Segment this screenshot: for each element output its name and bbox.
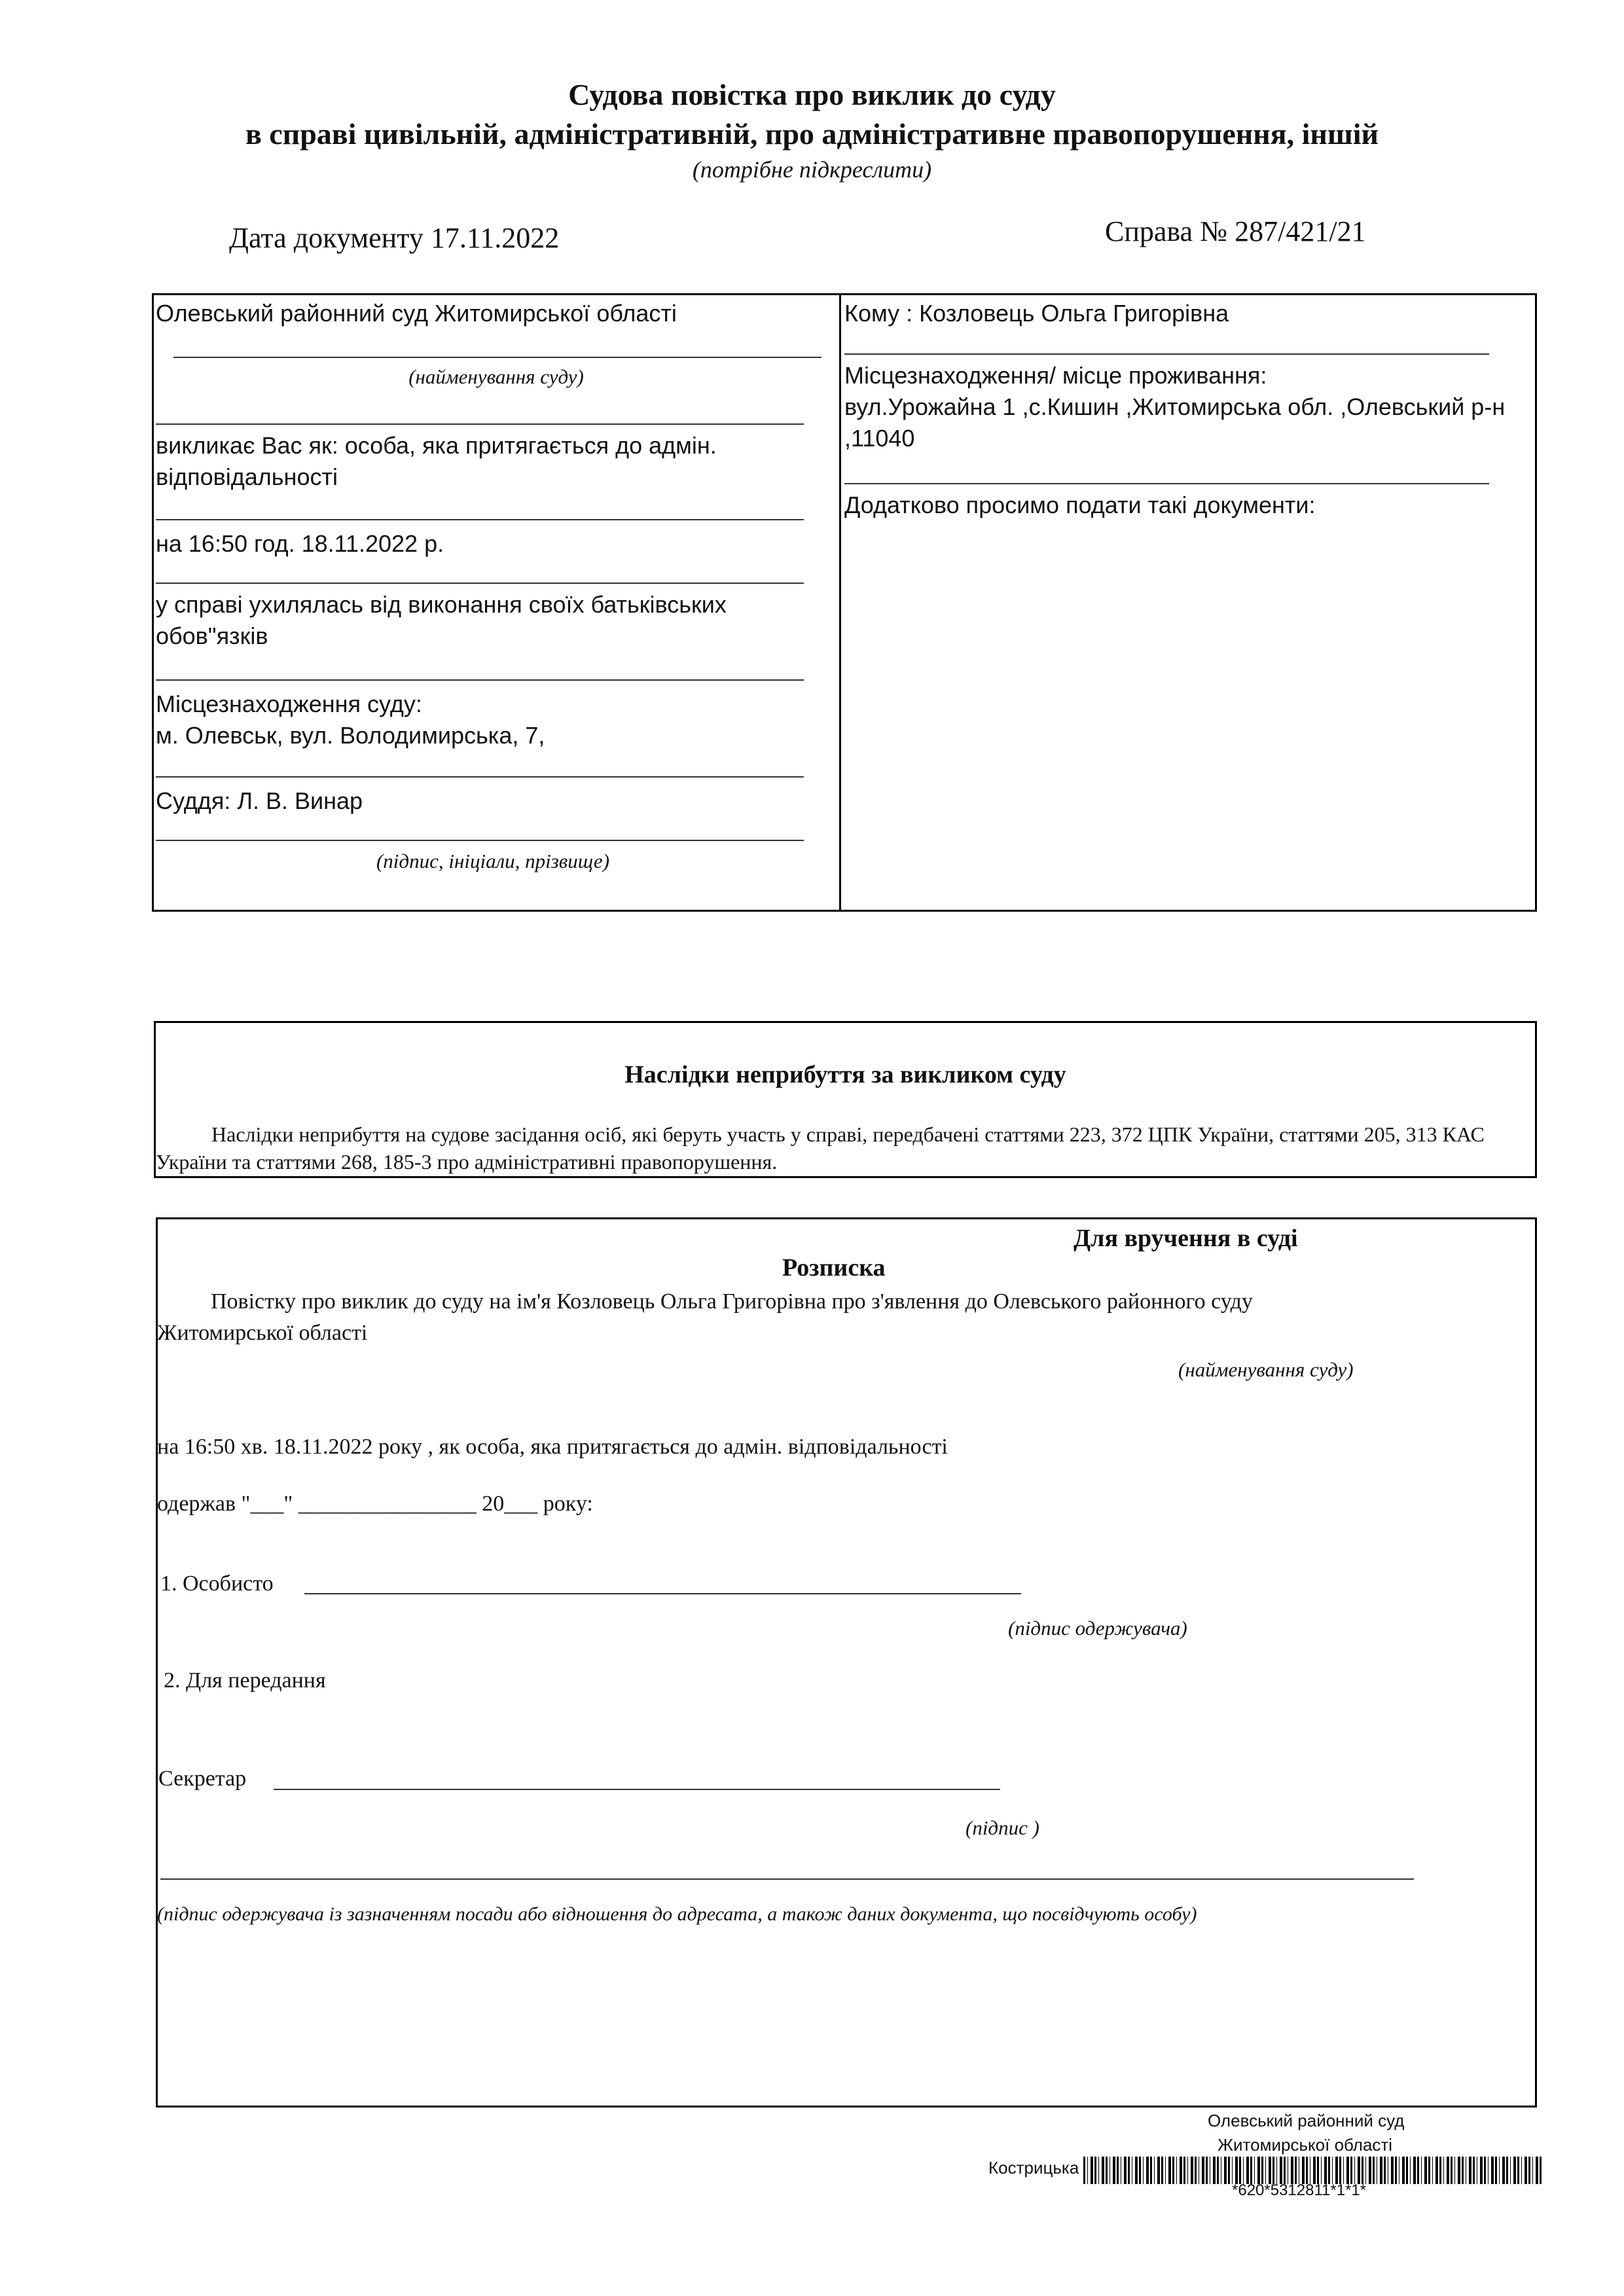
judge-caption: (підпис, ініціали, прізвище) xyxy=(376,850,610,872)
court-underline xyxy=(173,357,821,358)
documents-request: Додатково просимо подати такі документи: xyxy=(844,492,1316,518)
divider xyxy=(156,679,804,681)
recipient-underline xyxy=(844,353,1489,355)
court-name: Олевський районний суд Житомирської області xyxy=(156,300,677,327)
address-label: Місцезнаходження/ місце проживання: xyxy=(844,362,1267,389)
title-line-2: в справі цивільній, адміністративній, про адміністративне правопорушення, іншій xyxy=(245,117,1379,151)
bottom-caption: (підпис одержувача із зазначенням посади або відношення до адресата, а також даних документа, що посвідчують особу) xyxy=(157,1903,1197,1925)
receipt-time-line: на 16:50 хв. 18.11.2022 року , як особа, яка притягається до адмін. відповідальності xyxy=(157,1435,948,1459)
divider xyxy=(156,519,804,520)
consequences-heading: Наслідки неприбуття за викликом суду xyxy=(624,1061,1066,1088)
court-location-label: Місцезнаходження суду: xyxy=(156,691,422,717)
receipt-court-caption: (найменування суду) xyxy=(1178,1358,1354,1381)
divider xyxy=(156,423,804,425)
court-location: м. Олевськ, вул. Володимирська, 7, xyxy=(156,722,545,749)
hearing-time: на 16:50 год. 18.11.2022 р. xyxy=(156,530,444,557)
address-underline xyxy=(844,483,1489,484)
receipt-heading: Розписка xyxy=(782,1254,886,1282)
case-number: Справа № 287/421/21 xyxy=(1105,215,1366,247)
title-line-1: Судова повістка про виклик до суду xyxy=(568,78,1056,111)
received-date-line: одержав "___" ________________ 20___ року: xyxy=(157,1492,593,1516)
judge-underline xyxy=(156,840,804,841)
barcode xyxy=(1083,2157,1542,2184)
stamp-court-line-2: Житомирської області xyxy=(1218,2135,1393,2155)
stamp-court-line-1: Олевський районний суд xyxy=(1208,2111,1405,2130)
secretary-label: Секретар xyxy=(158,1767,247,1791)
barcode-text: *620*5312811*1*1* xyxy=(1232,2181,1367,2199)
receipt-text: Повістку про виклик до суду на ім'я Козловець Ольга Григорівна про з'явлення до Олевського районного суду xyxy=(211,1289,1253,1314)
recipient-address: вул.Урожайна 1 ,с.Кишин ,Житомирська обл. ,Олевський р-н ,11040 xyxy=(844,393,1506,452)
document-date: Дата документу 17.11.2022 xyxy=(229,222,560,254)
case-subject: у справі ухилялась від виконання своїх батьківських обов"язків xyxy=(156,591,727,649)
divider xyxy=(156,583,804,584)
delivery-label: Для вручення в суді xyxy=(1074,1225,1298,1252)
bottom-signature-line xyxy=(160,1878,1414,1880)
clerk-name: Кострицька xyxy=(988,2158,1079,2178)
transfer-label: 2. Для передання xyxy=(164,1668,326,1693)
secretary-signature-line xyxy=(274,1789,1000,1790)
judge: Суддя: Л. В. Винар xyxy=(156,787,363,814)
personally-label: 1. Особисто xyxy=(160,1571,274,1596)
column-divider xyxy=(839,293,841,912)
court-caption: (найменування суду) xyxy=(408,365,584,388)
subtitle: (потрібне підкреслити) xyxy=(692,156,932,183)
recipient-signature-caption: (підпис одержувача) xyxy=(1008,1617,1187,1640)
summons-as: викликає Вас як: особа, яка притягається до адмін. відповідальності xyxy=(156,432,717,490)
receipt-box xyxy=(156,1217,1537,2108)
consequences-text: Наслідки неприбуття на судове засідання осіб, які беруть участь у справі, передбачені статтями 223, 372 ЦПК України, статтями 205, 313 КАС України та статтями 268, 185-3 про адміністративні правопорушення. xyxy=(156,1122,1485,1174)
divider xyxy=(156,776,804,778)
personally-signature-line xyxy=(304,1593,1021,1594)
recipient: Кому : Козловець Ольга Григорівна xyxy=(844,300,1229,327)
secretary-signature-caption: (підпис ) xyxy=(965,1816,1039,1839)
receipt-text-continued: Житомирської області xyxy=(157,1321,368,1345)
